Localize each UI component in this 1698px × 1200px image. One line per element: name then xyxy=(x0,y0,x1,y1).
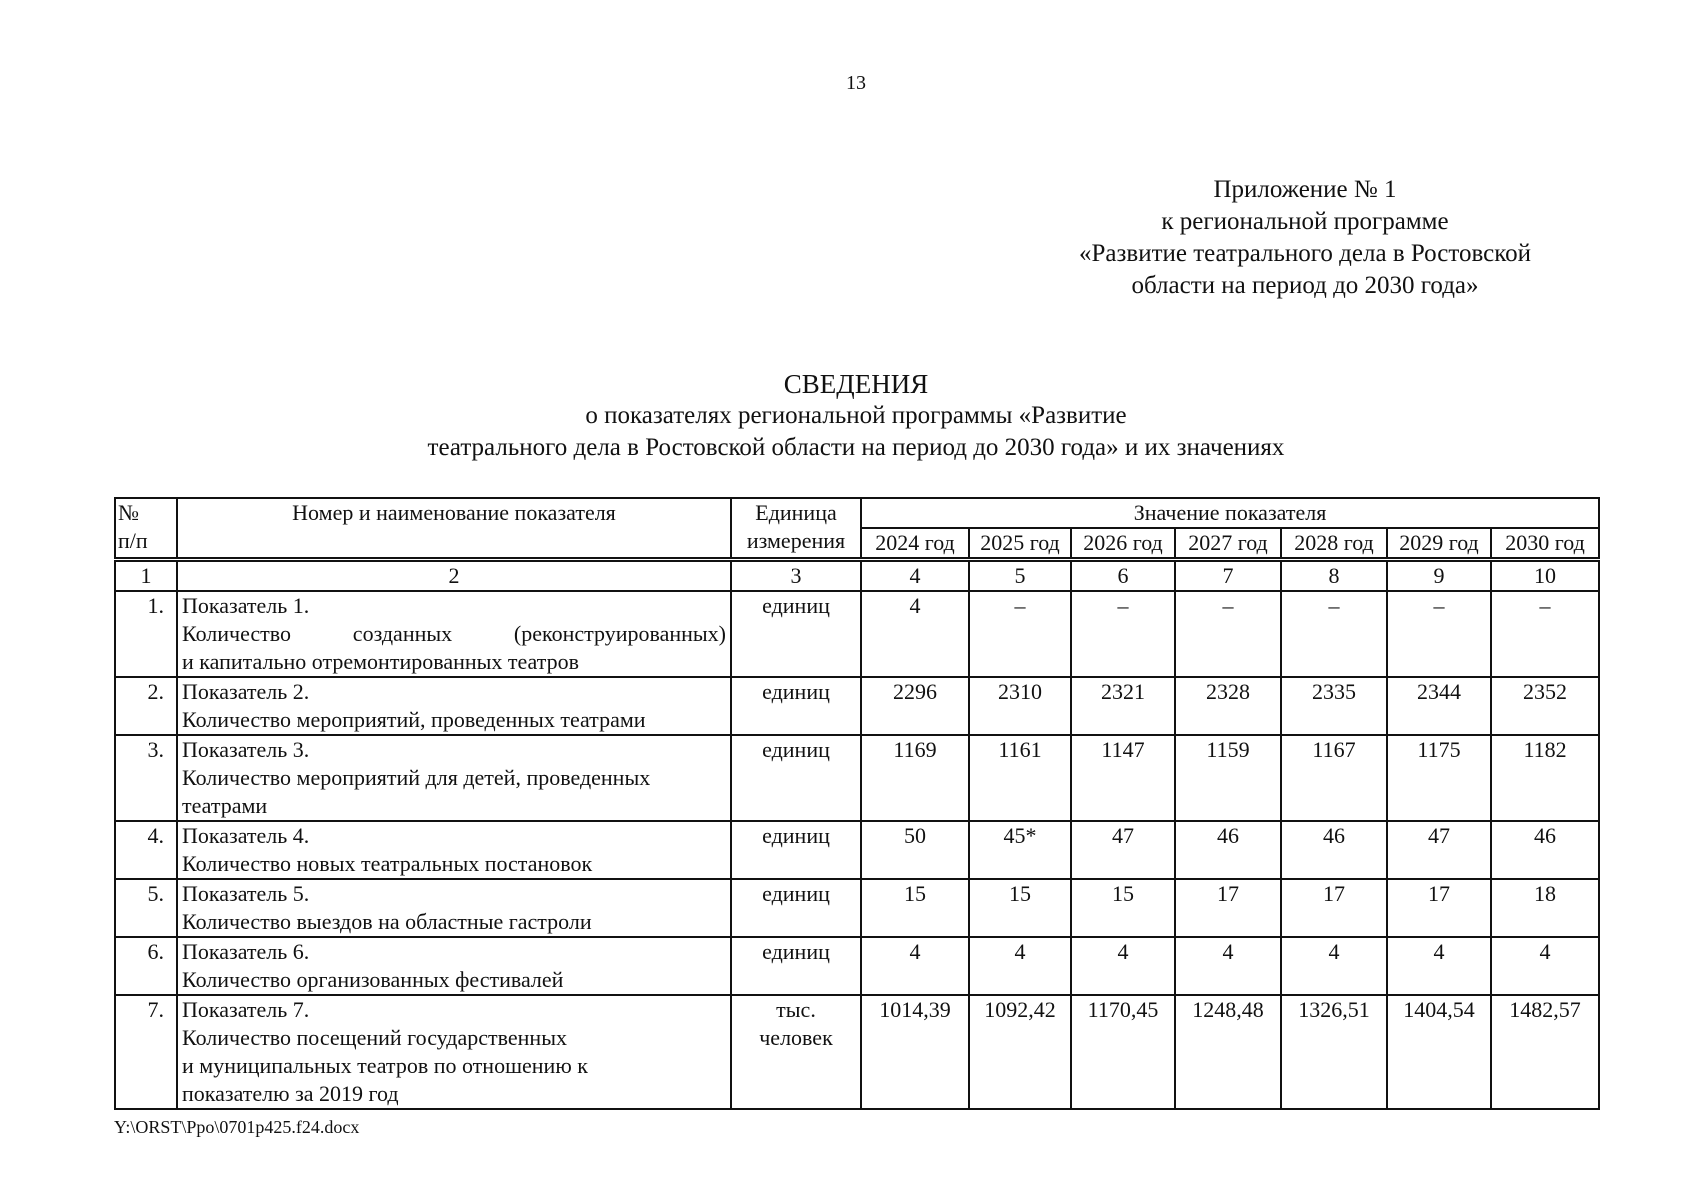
file-path-footer: Y:\ORST\Ppo\0701p425.f24.docx xyxy=(114,1117,360,1137)
value-cell: 4 xyxy=(969,937,1071,995)
indicator-description: Количество организованных фестивалей xyxy=(182,967,564,992)
value-cell: 4 xyxy=(861,937,969,995)
indicator-description: Количество выездов на областные гастроли xyxy=(182,909,592,934)
value-cell: – xyxy=(969,591,1071,677)
unit-label: единиц xyxy=(762,679,830,704)
table-row xyxy=(115,591,1599,677)
column-number: 7 xyxy=(1175,560,1281,592)
header-year: 2028 год xyxy=(1281,528,1387,560)
title-line: о показателях региональной программы «Развитие xyxy=(585,402,1127,429)
value-cell: 15 xyxy=(1071,879,1175,937)
value-cell: 45* xyxy=(969,821,1071,879)
unit-cell xyxy=(731,735,861,821)
appendix-line: «Развитие театрального дела в Ростовской xyxy=(1079,240,1531,267)
row-number: 4. xyxy=(115,821,177,879)
value-cell: 2344 xyxy=(1387,677,1491,735)
row-number: 2. xyxy=(115,677,177,735)
indicator-description: показателю за 2019 год xyxy=(182,1081,399,1106)
title-main: СВЕДЕНИЯ xyxy=(783,369,929,399)
unit-label: единиц xyxy=(762,939,830,964)
value-cell: 1170,45 xyxy=(1071,995,1175,1109)
row-number: 5. xyxy=(115,879,177,937)
column-number-row xyxy=(115,560,1599,592)
indicator-rows xyxy=(115,591,1599,1109)
indicator-name-cell xyxy=(177,821,731,879)
column-number: 9 xyxy=(1387,560,1491,592)
value-cell: 15 xyxy=(861,879,969,937)
unit-label: единиц xyxy=(762,593,830,618)
appendix-note xyxy=(1030,174,1580,302)
value-cell: 1014,39 xyxy=(861,995,969,1109)
header-name-cell: Номер и наименование показателя xyxy=(177,498,731,560)
table-row xyxy=(115,995,1599,1109)
header-num-bottom: п/п xyxy=(118,528,148,553)
value-cell: 1092,42 xyxy=(969,995,1071,1109)
indicator-description: Количество посещений государственных xyxy=(182,1025,567,1050)
value-cell: – xyxy=(1281,591,1387,677)
unit-label: тыс. xyxy=(776,997,816,1022)
indicator-description: Количество мероприятий, проведенных театрами xyxy=(182,707,646,732)
value-cell: 18 xyxy=(1491,879,1599,937)
indicator-description: Количество созданных (реконструированных) xyxy=(182,621,726,646)
value-cell: 1161 xyxy=(969,735,1071,821)
unit-cell xyxy=(731,995,861,1109)
value-cell: 1248,48 xyxy=(1175,995,1281,1109)
header-row xyxy=(115,498,1599,528)
unit-label: единиц xyxy=(762,881,830,906)
value-cell: 4 xyxy=(861,591,969,677)
indicator-title: Показатель 2. xyxy=(182,679,310,704)
column-number: 5 xyxy=(969,560,1071,592)
header-year: 2029 год xyxy=(1387,528,1491,560)
value-cell: 46 xyxy=(1281,821,1387,879)
indicator-description: Количество мероприятий для детей, проведенных xyxy=(182,765,651,790)
value-cell: 4 xyxy=(1491,937,1599,995)
indicator-name-cell xyxy=(177,735,731,821)
document-title xyxy=(300,368,1412,464)
appendix-line: к региональной программе xyxy=(1161,208,1449,235)
indicator-name-cell xyxy=(177,937,731,995)
value-cell: – xyxy=(1071,591,1175,677)
column-number: 2 xyxy=(177,560,731,592)
value-cell: 50 xyxy=(861,821,969,879)
indicator-title: Показатель 4. xyxy=(182,823,310,848)
header-unit-top: Единица xyxy=(755,500,837,525)
value-cell: 47 xyxy=(1071,821,1175,879)
header-num-top: № xyxy=(118,500,139,525)
indicator-name-cell xyxy=(177,677,731,735)
row-number: 1. xyxy=(115,591,177,677)
header-value-cell: Значение показателя xyxy=(861,498,1599,528)
unit-cell xyxy=(731,879,861,937)
table-row xyxy=(115,677,1599,735)
value-cell: 46 xyxy=(1491,821,1599,879)
indicator-title: Показатель 3. xyxy=(182,737,310,762)
value-cell: 46 xyxy=(1175,821,1281,879)
value-cell: 1169 xyxy=(861,735,969,821)
header-unit-bottom: измерения xyxy=(746,528,846,553)
value-cell: 2321 xyxy=(1071,677,1175,735)
value-cell: 1326,51 xyxy=(1281,995,1387,1109)
value-cell: 4 xyxy=(1281,937,1387,995)
value-cell: 1182 xyxy=(1491,735,1599,821)
value-cell: 2328 xyxy=(1175,677,1281,735)
value-cell: – xyxy=(1491,591,1599,677)
value-cell: 2352 xyxy=(1491,677,1599,735)
column-number: 4 xyxy=(861,560,969,592)
appendix-line: области на период до 2030 года» xyxy=(1131,272,1479,299)
header-year: 2026 год xyxy=(1071,528,1175,560)
column-number: 10 xyxy=(1491,560,1599,592)
value-cell: 15 xyxy=(969,879,1071,937)
unit-cell xyxy=(731,591,861,677)
indicator-title: Показатель 6. xyxy=(182,939,310,964)
page-number: 13 xyxy=(846,72,866,94)
appendix-line: Приложение № 1 xyxy=(1213,176,1397,203)
unit-cell xyxy=(731,937,861,995)
column-number: 1 xyxy=(115,560,177,592)
value-cell: 1404,54 xyxy=(1387,995,1491,1109)
value-cell: 1482,57 xyxy=(1491,995,1599,1109)
indicator-name-cell xyxy=(177,995,731,1109)
value-cell: 47 xyxy=(1387,821,1491,879)
header-year: 2025 год xyxy=(969,528,1071,560)
table-row xyxy=(115,879,1599,937)
row-number: 3. xyxy=(115,735,177,821)
value-cell: 1167 xyxy=(1281,735,1387,821)
table-row xyxy=(115,937,1599,995)
column-number: 3 xyxy=(731,560,861,592)
header-num-cell xyxy=(115,498,177,560)
value-cell: 1175 xyxy=(1387,735,1491,821)
indicator-name-cell xyxy=(177,591,731,677)
value-cell: 1159 xyxy=(1175,735,1281,821)
value-cell: – xyxy=(1175,591,1281,677)
unit-cell xyxy=(731,821,861,879)
header-year: 2030 год xyxy=(1491,528,1599,560)
value-cell: 17 xyxy=(1387,879,1491,937)
indicator-name-cell xyxy=(177,879,731,937)
value-cell: 17 xyxy=(1281,879,1387,937)
indicator-title: Показатель 7. xyxy=(182,997,310,1022)
unit-label: человек xyxy=(759,1025,833,1050)
column-number: 6 xyxy=(1071,560,1175,592)
indicators-table xyxy=(114,497,1600,1110)
column-number: 8 xyxy=(1281,560,1387,592)
indicator-description: и капитально отремонтированных театров xyxy=(182,649,580,674)
value-cell: 17 xyxy=(1175,879,1281,937)
unit-label: единиц xyxy=(762,823,830,848)
unit-label: единиц xyxy=(762,737,830,762)
indicator-description: Количество новых театральных постановок xyxy=(182,851,593,876)
value-cell: 4 xyxy=(1071,937,1175,995)
header-year: 2024 год xyxy=(861,528,969,560)
value-cell: 2296 xyxy=(861,677,969,735)
value-cell: 2335 xyxy=(1281,677,1387,735)
value-cell: 4 xyxy=(1175,937,1281,995)
value-cell: 1147 xyxy=(1071,735,1175,821)
value-cell: – xyxy=(1387,591,1491,677)
row-number: 7. xyxy=(115,995,177,1109)
unit-cell xyxy=(731,677,861,735)
indicator-title: Показатель 5. xyxy=(182,881,310,906)
row-number: 6. xyxy=(115,937,177,995)
value-cell: 4 xyxy=(1387,937,1491,995)
table-row xyxy=(115,735,1599,821)
title-line: театрального дела в Ростовской области на период до 2030 года» и их значениях xyxy=(427,434,1285,461)
header-unit-cell xyxy=(731,498,861,560)
indicator-description: театрами xyxy=(182,793,268,818)
header-year: 2027 год xyxy=(1175,528,1281,560)
indicator-description: и муниципальных театров по отношению к xyxy=(182,1053,588,1078)
table-row xyxy=(115,821,1599,879)
value-cell: 2310 xyxy=(969,677,1071,735)
indicator-title: Показатель 1. xyxy=(182,593,310,618)
